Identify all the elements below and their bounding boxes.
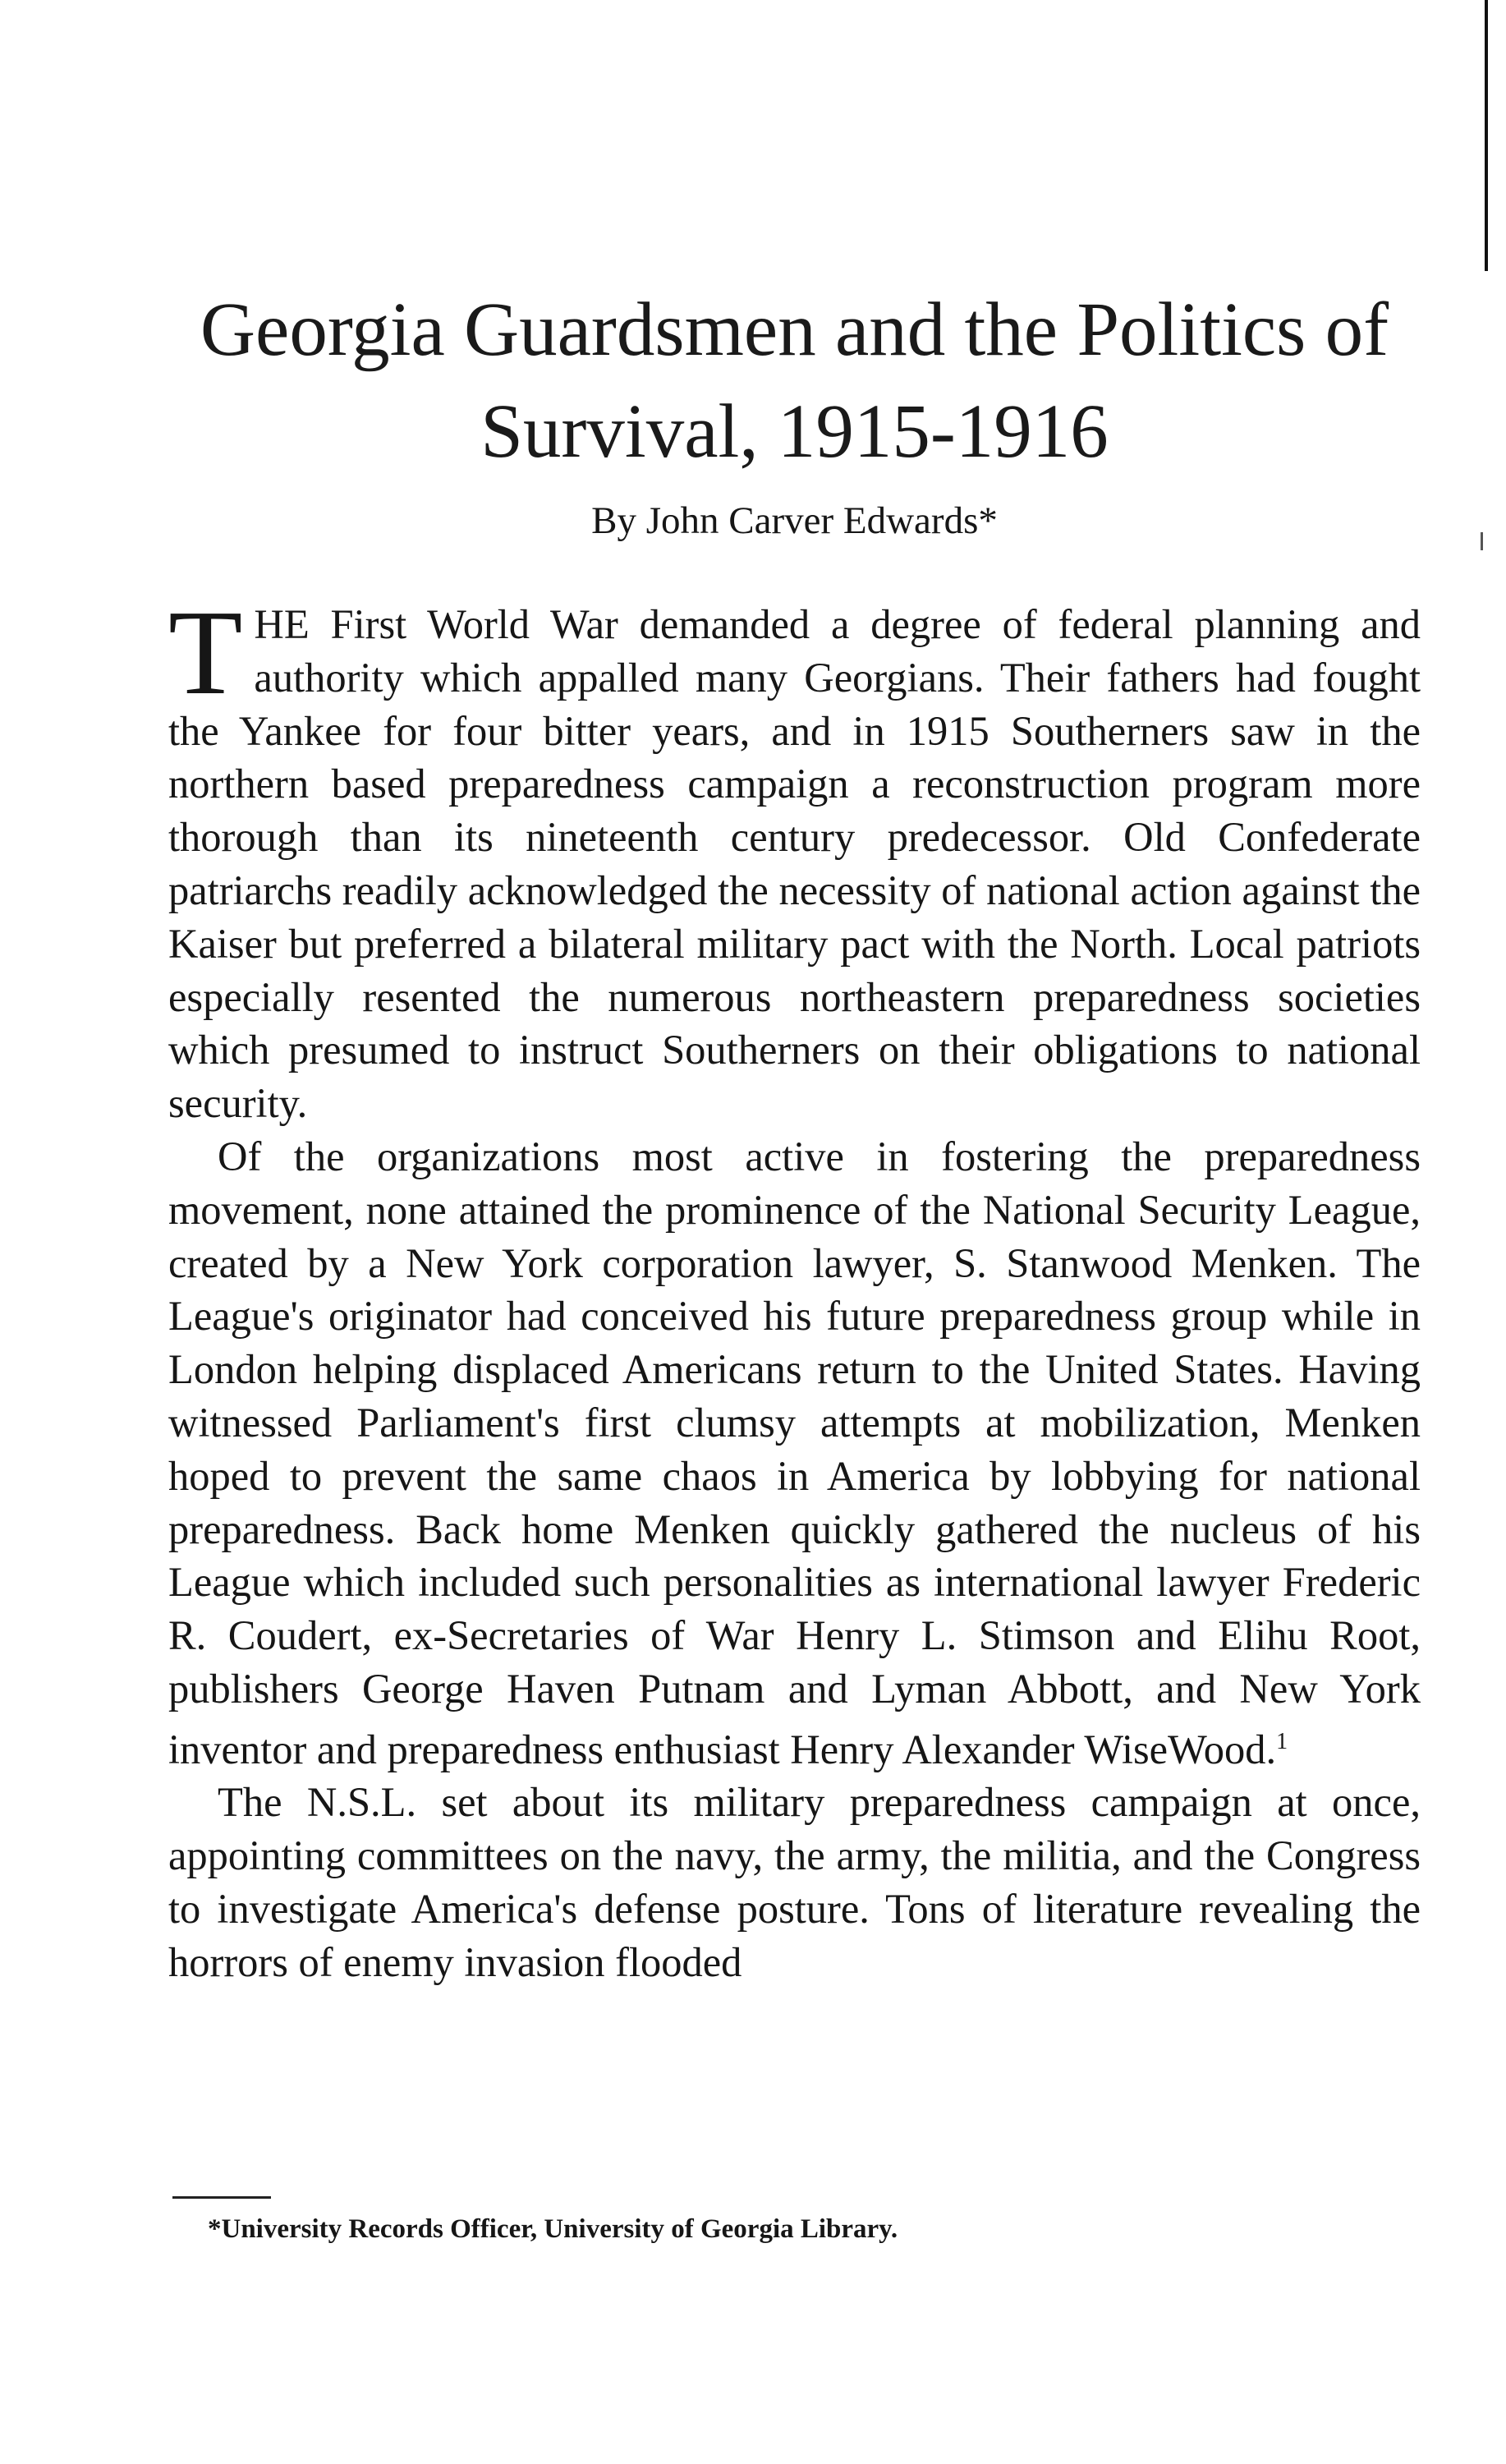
article-title bbox=[168, 279, 1421, 483]
drop-cap: T bbox=[168, 586, 243, 720]
title-line-2: Survival, 1915-1916 bbox=[480, 389, 1109, 474]
title-line-1: Georgia Guardsmen and the Politics of bbox=[200, 287, 1389, 372]
footnote: *University Records Officer, University of Georgia Library. bbox=[208, 2214, 898, 2244]
paragraph-1-text: HE First World War demanded a degree of federal planning and authority which appalled many Georgians. Their fathers had fought the Yankee for four bitter years, and in 1915 Southerners saw in the northern based preparedness campaign a reconstruction program more thorough than its nineteenth century predecessor. Old Confederate patriarchs readily acknowledged the necessity of national action against the Kaiser but preferred a bilateral military pact with the North. Local patriots especially resented the numerous northeastern preparedness societies which presumed to instruct Southerners on their obligations to national security. bbox=[168, 601, 1421, 1127]
footnote-ref: 1 bbox=[1276, 1728, 1288, 1754]
paragraph-2-text: Of the organizations most active in fostering the preparedness movement, none attained the prominence of the National Security League, created by a New York corporation lawyer, S. Stanwood Menken. The League's originator had conceived his future preparedness group while in London helping displaced Americans return to the United States. Having witnessed Parliament's first clumsy attempts at mobilization, Menken hoped to prevent the same chaos in America by lobbying for national preparedness. Back home Menken quickly gathered the nucleus of his League which included such personalities as international lawyer Frederic R. Coudert, ex-Secretaries of War Henry L. Stimson and Elihu Root, publishers George Haven Putnam and Lyman Abbott, and New York inventor and preparedness enthusiast Henry Alexander WiseWood. bbox=[168, 1133, 1421, 1772]
byline: By John Carver Edwards* bbox=[591, 499, 998, 542]
scan-speck bbox=[1481, 532, 1483, 550]
article-body bbox=[168, 586, 1421, 1989]
paragraph-3: The N.S.L. set about its military preparedness campaign at once, appointing committees on the navy, the army, the militia, and the Congress to investigate America's defense posture. Tons of literature revealing the horrors of enemy invasion flooded bbox=[168, 1779, 1421, 1985]
scan-edge-mark bbox=[1485, 0, 1488, 271]
paragraph-2 bbox=[168, 1130, 1421, 1776]
footnote-rule bbox=[172, 2196, 271, 2199]
article-page bbox=[168, 0, 1421, 2464]
paragraph-1 bbox=[168, 586, 1421, 1130]
